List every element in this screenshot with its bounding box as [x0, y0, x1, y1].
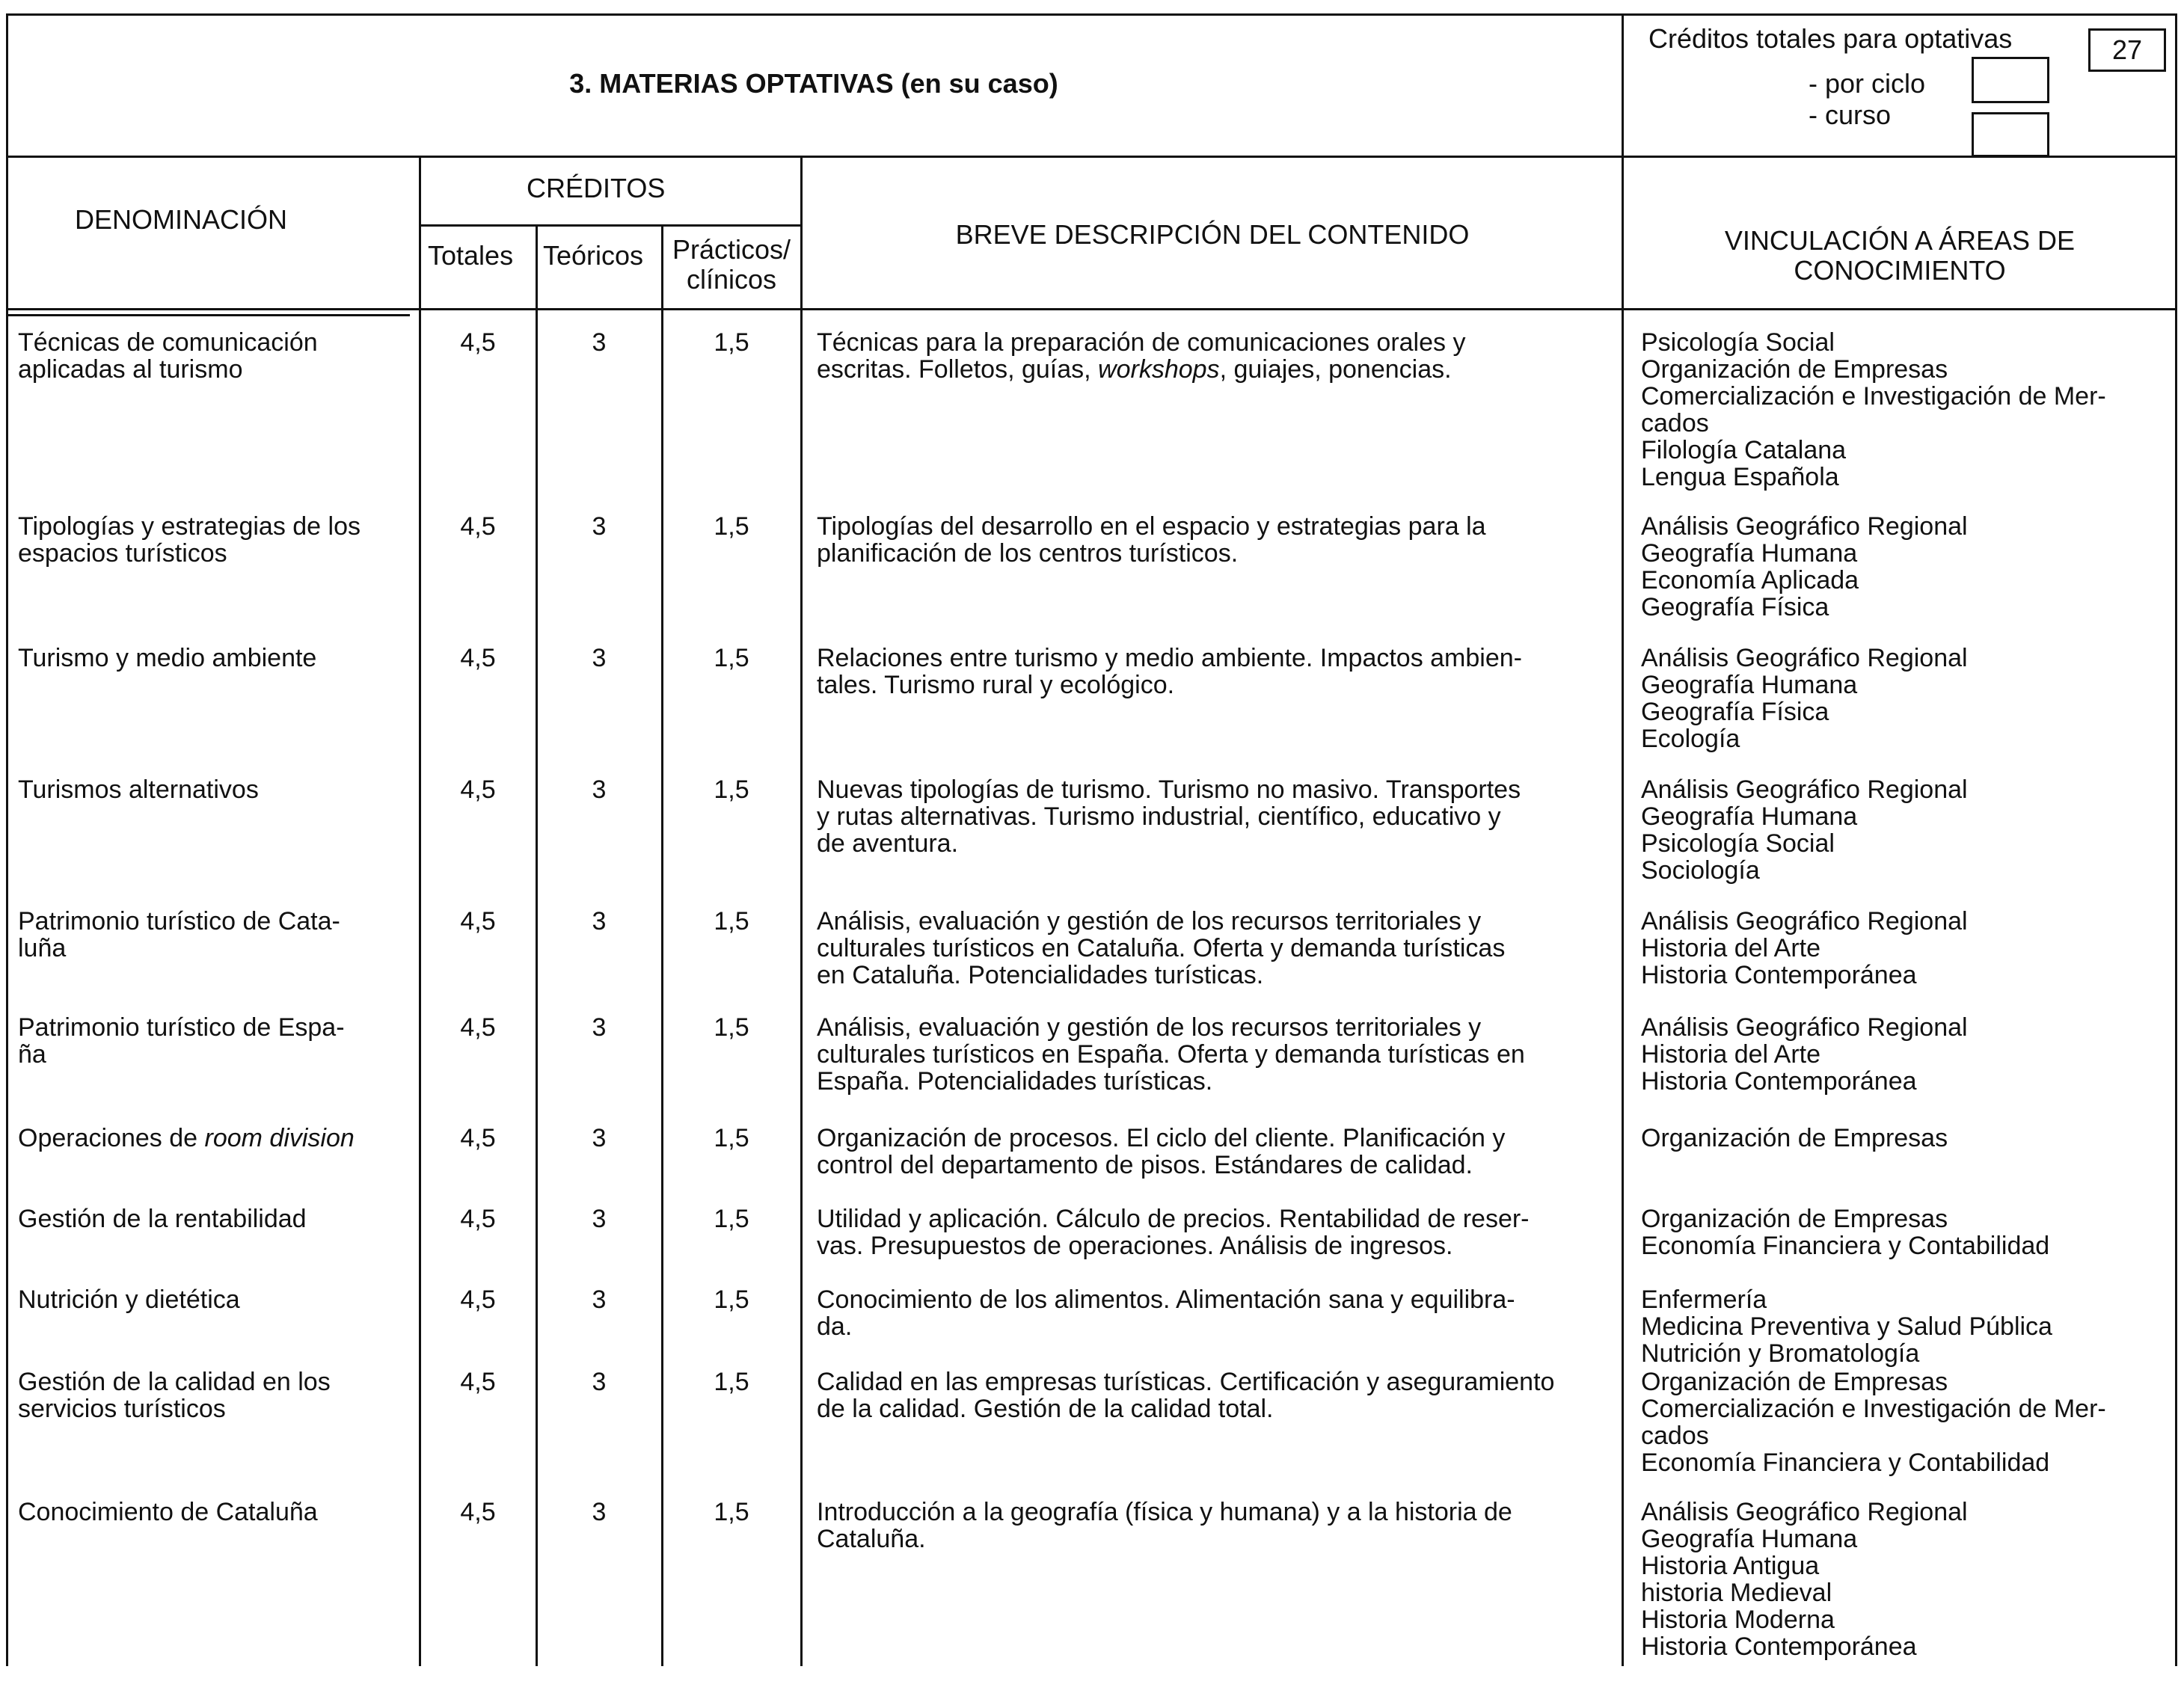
row-name-line: Turismos alternativos: [18, 775, 259, 804]
col-header-vinculacion-line1: VINCULACIÓN A ÁREAS DE: [1724, 225, 2076, 256]
row-areas: [1641, 908, 2165, 989]
row-practicos: 1,5: [714, 512, 749, 541]
row-practicos: 1,5: [714, 1368, 749, 1396]
row-practicos: 1,5: [714, 1124, 749, 1152]
row-area-item: Organización de Empresas: [1641, 355, 1948, 384]
row-description-line: Relaciones entre turismo y medio ambiente. Impactos ambien-: [817, 644, 1522, 672]
row-description: [817, 329, 1610, 383]
row-area-item: Análisis Geográfico Regional: [1641, 512, 1968, 541]
row-area-item: Sociología: [1641, 856, 1760, 885]
row-name-line: Conocimiento de Cataluña: [18, 1498, 318, 1526]
row-description-line: Calidad en las empresas turísticas. Certificación y aseguramiento: [817, 1368, 1555, 1396]
row-area-item: Economía Financiera y Contabilidad: [1641, 1232, 2050, 1260]
row-teoricos: 3: [592, 1368, 607, 1396]
row-description: [817, 645, 1610, 698]
row-area-item: Historia Moderna: [1641, 1606, 1835, 1634]
row-area-item: Psicología Social: [1641, 328, 1835, 357]
row-name-line: Nutrición y dietética: [18, 1285, 240, 1314]
row-name-text: Operaciones de: [18, 1124, 205, 1152]
row-area-item: Comercialización e Investigación de Mer-: [1641, 1395, 2106, 1423]
row-practicos: 1,5: [714, 907, 749, 936]
row-name-line: luña: [18, 934, 67, 962]
curso-box: [1972, 112, 2049, 157]
row1-divider: [6, 314, 410, 316]
row-name-line: aplicadas al turismo: [18, 355, 243, 384]
row-teoricos: 3: [592, 1124, 607, 1152]
row-area-item: Lengua Española: [1641, 463, 1839, 491]
row-area-item: Geografía Humana: [1641, 539, 1858, 568]
row-name: [18, 645, 407, 672]
row-name-line: espacios turísticos: [18, 539, 227, 568]
row-name: [18, 1014, 407, 1068]
row-description-line: Introducción a la geografía (física y humana) y a la historia de: [817, 1498, 1512, 1526]
row-description-line: en Cataluña. Potencialidades turísticas.: [817, 961, 1264, 989]
row-practicos: 1,5: [714, 1205, 749, 1233]
row-practicos: 1,5: [714, 1013, 749, 1042]
row-area-item: Geografía Humana: [1641, 1525, 1858, 1553]
row-description-line: Cataluña.: [817, 1525, 926, 1553]
row-area-item: Geografía Humana: [1641, 671, 1858, 699]
row-description-line: culturales turísticos en Cataluña. Oferta y demanda turísticas: [817, 934, 1506, 962]
row-name-line: Gestión de la rentabilidad: [18, 1205, 307, 1233]
row-area-item: Ecología: [1641, 725, 1740, 753]
col-line-practicos: [800, 156, 803, 1666]
por-ciclo-label: - por ciclo: [1809, 68, 1926, 99]
row-description-line: de aventura.: [817, 829, 959, 858]
row-totales: 4,5: [460, 775, 496, 804]
row-description-line: control del departamento de pisos. Estándares de calidad.: [817, 1151, 1473, 1179]
section-title: 3. MATERIAS OPTATIVAS (en su caso): [569, 68, 1058, 99]
row-description-line: Conocimiento de los alimentos. Alimentación sana y equilibra-: [817, 1285, 1515, 1314]
row-name-line: Técnicas de comunicación: [18, 328, 318, 357]
top-border: [6, 13, 2175, 16]
row-description-line: da.: [817, 1312, 853, 1341]
row-name-line: Gestión de la calidad en los: [18, 1368, 331, 1396]
row-description: [817, 1014, 1610, 1095]
row-description-line: Nuevas tipologías de turismo. Turismo no masivo. Transportes: [817, 775, 1521, 804]
row-area-item: Análisis Geográfico Regional: [1641, 1498, 1968, 1526]
row-name: [18, 908, 407, 962]
row-name-line: ña: [18, 1040, 46, 1069]
row-totales: 4,5: [460, 907, 496, 936]
credits-total-value: 27: [2111, 34, 2143, 65]
row-areas: [1641, 645, 2165, 752]
row-totales: 4,5: [460, 1368, 496, 1396]
row-area-item: Historia Contemporánea: [1641, 1632, 1917, 1661]
row-totales: 4,5: [460, 1124, 496, 1152]
row-description: [817, 776, 1610, 857]
row-name-line: servicios turísticos: [18, 1395, 226, 1423]
row-description-line: Técnicas para la preparación de comunicaciones orales y: [817, 328, 1466, 357]
row-areas: [1641, 1205, 2165, 1259]
row-description-line: de la calidad. Gestión de la calidad total.: [817, 1395, 1274, 1423]
row-name-line: Turismo y medio ambiente: [18, 644, 317, 672]
row-area-item: Comercialización e Investigación de Mer-: [1641, 382, 2106, 411]
row-description-line: Organización de procesos. El ciclo del cliente. Planificación y: [817, 1124, 1506, 1152]
por-ciclo-box: [1972, 57, 2049, 103]
row-description: [817, 1368, 1610, 1422]
row-totales: 4,5: [460, 328, 496, 357]
row-area-item: Historia Contemporánea: [1641, 1067, 1917, 1096]
row-area-item: Nutrición y Bromatología: [1641, 1339, 1920, 1368]
row-teoricos: 3: [592, 1013, 607, 1042]
row-totales: 4,5: [460, 644, 496, 672]
row-practicos: 1,5: [714, 644, 749, 672]
row-description: [817, 513, 1610, 567]
row-area-item: Geografía Física: [1641, 593, 1829, 621]
row-teoricos: 3: [592, 1205, 607, 1233]
row-area-item: Análisis Geográfico Regional: [1641, 1013, 1968, 1042]
row-description: [817, 908, 1610, 989]
col-header-practicos-line1: Prácticos/: [672, 234, 791, 265]
row-area-item: cados: [1641, 1422, 1709, 1450]
row-name: [18, 1286, 407, 1313]
row-practicos: 1,5: [714, 328, 749, 357]
row-name-italic: room division: [204, 1124, 355, 1152]
column-header-bottom: [6, 308, 2175, 310]
row-name: [18, 329, 407, 383]
row-area-item: Análisis Geográfico Regional: [1641, 775, 1968, 804]
row-area-item: Historia del Arte: [1641, 934, 1820, 962]
row-name: [18, 1205, 407, 1232]
row-area-item: Geografía Física: [1641, 698, 1829, 726]
row-area-item: Análisis Geográfico Regional: [1641, 644, 1968, 672]
row-description: [817, 1499, 1610, 1552]
row-name-line: Patrimonio turístico de Espa-: [18, 1013, 345, 1042]
col-header-descripcion: BREVE DESCRIPCIÓN DEL CONTENIDO: [955, 219, 1470, 250]
row-area-item: Historia del Arte: [1641, 1040, 1820, 1069]
col-header-vinculacion-line2: CONOCIMIENTO: [1794, 255, 2006, 286]
row-practicos: 1,5: [714, 775, 749, 804]
row-teoricos: 3: [592, 907, 607, 936]
col-header-practicos-line2: clínicos: [686, 264, 777, 295]
row-teoricos: 3: [592, 328, 607, 357]
row-teoricos: 3: [592, 512, 607, 541]
col-line-descripcion: [1622, 13, 1624, 1666]
row-description-line: y rutas alternativas. Turismo industrial, científico, educativo y: [817, 802, 1501, 831]
row-areas: [1641, 1125, 2165, 1152]
col-header-totales: Totales: [428, 240, 514, 271]
row-description-line: Análisis, evaluación y gestión de los recursos territoriales y: [817, 907, 1482, 936]
row-description-line: España. Potencialidades turísticas.: [817, 1067, 1213, 1096]
col-line-teoricos: [661, 224, 663, 1666]
row-areas: [1641, 513, 2165, 621]
row-name-line: Tipologías y estrategias de los: [18, 512, 361, 541]
row-name: [18, 1368, 407, 1422]
row-name-line: Patrimonio turístico de Cata-: [18, 907, 340, 936]
row-practicos: 1,5: [714, 1285, 749, 1314]
credits-total-label: Créditos totales para optativas: [1648, 23, 2013, 54]
row-area-item: Enfermería: [1641, 1285, 1767, 1314]
left-border: [6, 13, 8, 1666]
row-area-item: Análisis Geográfico Regional: [1641, 907, 1968, 936]
row-name: [18, 513, 407, 567]
row-description-line: culturales turísticos en España. Oferta y demanda turísticas en: [817, 1040, 1525, 1069]
row-name-line: [18, 1125, 407, 1152]
row-area-item: Economía Financiera y Contabilidad: [1641, 1449, 2050, 1477]
row-practicos: 1,5: [714, 1498, 749, 1526]
col-header-practicos: [663, 235, 800, 295]
col-line-denominacion: [419, 156, 421, 1666]
row-areas: [1641, 1286, 2165, 1367]
row-area-item: Organización de Empresas: [1641, 1205, 1948, 1233]
row-area-item: Organización de Empresas: [1641, 1368, 1948, 1396]
row-areas: [1641, 1014, 2165, 1095]
row-description: [817, 1205, 1610, 1259]
col-header-creditos: CRÉDITOS: [527, 173, 666, 203]
curso-label: - curso: [1809, 99, 1892, 130]
row-description-line: Tipologías del desarrollo en el espacio y estrategias para la: [817, 512, 1486, 541]
row-totales: 4,5: [460, 512, 496, 541]
row-areas: [1641, 776, 2165, 884]
creditos-divider: [419, 224, 800, 227]
row-areas: [1641, 329, 2165, 491]
row-totales: 4,5: [460, 1013, 496, 1042]
row-description-line: Utilidad y aplicación. Cálculo de precios. Rentabilidad de reser-: [817, 1205, 1530, 1233]
row-area-item: Geografía Humana: [1641, 802, 1858, 831]
row-name: [18, 776, 407, 803]
row-teoricos: 3: [592, 1285, 607, 1314]
col-header-denominacion: DENOMINACIÓN: [75, 204, 288, 235]
row-teoricos: 3: [592, 1498, 607, 1526]
row-description-line: tales. Turismo rural y ecológico.: [817, 671, 1175, 699]
col-header-teoricos: Teóricos: [543, 240, 644, 271]
col-header-vinculacion: [1625, 226, 2175, 286]
row-teoricos: 3: [592, 644, 607, 672]
credits-total-box: [2088, 28, 2166, 72]
row-description-line: escritas. Folletos, guías, workshops, guiajes, ponencias.: [817, 355, 1452, 384]
row-area-item: Psicología Social: [1641, 829, 1835, 858]
row-area-item: Filología Catalana: [1641, 436, 1847, 464]
row-areas: [1641, 1368, 2165, 1476]
header-divider: [6, 156, 2175, 158]
row-area-item: Historia Antigua: [1641, 1552, 1820, 1580]
row-area-item: historia Medieval: [1641, 1579, 1832, 1607]
row-area-item: Economía Aplicada: [1641, 566, 1859, 595]
row-description: [817, 1286, 1610, 1340]
row-description: [817, 1125, 1610, 1179]
row-totales: 4,5: [460, 1205, 496, 1233]
row-totales: 4,5: [460, 1285, 496, 1314]
row-areas: [1641, 1499, 2165, 1660]
row-description-line: planificación de los centros turísticos.: [817, 539, 1239, 568]
right-border: [2175, 13, 2177, 1666]
row-area-item: Organización de Empresas: [1641, 1124, 1948, 1152]
row-area-item: Historia Contemporánea: [1641, 961, 1917, 989]
row-name: [18, 1125, 407, 1152]
col-line-totales: [536, 224, 538, 1666]
row-area-item: cados: [1641, 409, 1709, 437]
row-area-item: Medicina Preventiva y Salud Pública: [1641, 1312, 2052, 1341]
row-totales: 4,5: [460, 1498, 496, 1526]
row-name: [18, 1499, 407, 1526]
row-description-line: Análisis, evaluación y gestión de los recursos territoriales y: [817, 1013, 1482, 1042]
row-teoricos: 3: [592, 775, 607, 804]
row-description-line: vas. Presupuestos de operaciones. Análisis de ingresos.: [817, 1232, 1453, 1260]
